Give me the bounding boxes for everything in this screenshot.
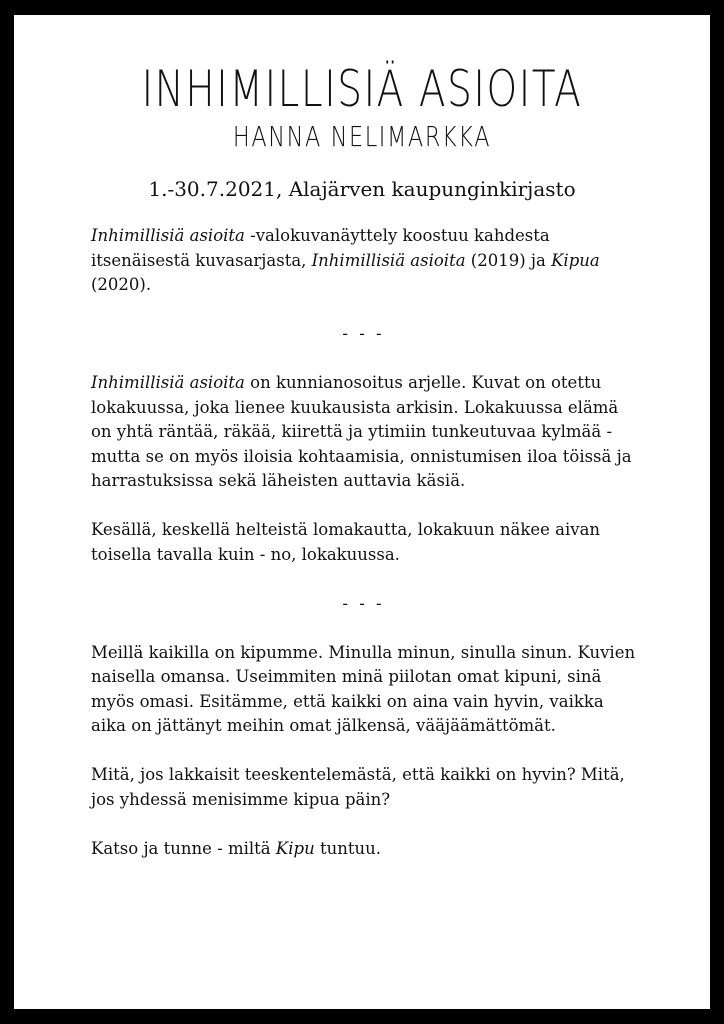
- section1-paragraph2: Kesällä, keskellä helteistä lomakautta, lokakuun näkee aivan toisella tavalla kuin - no, lokakuussa.: [91, 520, 601, 564]
- title-ref: Inhimillisiä asioita: [91, 226, 245, 245]
- exhibition-title: INHIMILLISIÄ ASIOITA: [141, 60, 583, 118]
- section2-paragraph2: Mitä, jos lakkaisit teeskentelemästä, että kaikki on hyvin? Mitä, jos yhdessä menisimme kipua päin?: [91, 765, 625, 809]
- title-ref: Inhimillisiä asioita: [91, 373, 245, 392]
- title-ref: Inhimillisiä asioita: [311, 250, 466, 270]
- date-location: 1.-30.7.2021, Alajärven kaupunginkirjasto: [148, 177, 576, 201]
- title-ref: Kipu: [275, 838, 315, 858]
- body-text: [91, 224, 636, 861]
- poster-page: [14, 15, 710, 1009]
- title-ref: Kipua: [551, 250, 600, 270]
- separator: - - -: [342, 593, 385, 613]
- section2-paragraph3: Katso ja tunne - miltä Kipu tuntuu.: [91, 838, 381, 858]
- author-name: HANNA NELIMARKKA: [232, 120, 492, 153]
- separator: - - -: [342, 324, 385, 343]
- section2-paragraph1: Meillä kaikilla on kipumme. Minulla minun, sinulla sinun. Kuvien naisella omansa. Useimmiten minä piilotan omat kipuni, sinä myös omasi. Esitämme, että kaikki on aina vain hyvin, vaikka aika on jättänyt meihin omat jälkensä, vääjäämättömät.: [91, 642, 636, 735]
- section1-paragraph1: Inhimillisiä asioita on kunnianosoitus arjelle. Kuvat on otettu lokakuussa, joka lienee kuukausista arkisin. Lokakuussa elämä on yhtä räntää, räkää, kiirettä ja ytimiin tunkeutuvaa kylmää - mutta se on myös iloisia kohtaamisia, onnistumisen iloa töissä ja harrastuksissa sekä läheisten auttavia käsiä.: [91, 373, 632, 490]
- intro-paragraph: Inhimillisiä asioita -valokuvanäyttely koostuu kahdesta itsenäisestä kuvasarjasta, Inhimillisiä asioita (2019) ja Kipua (2020).: [91, 226, 600, 294]
